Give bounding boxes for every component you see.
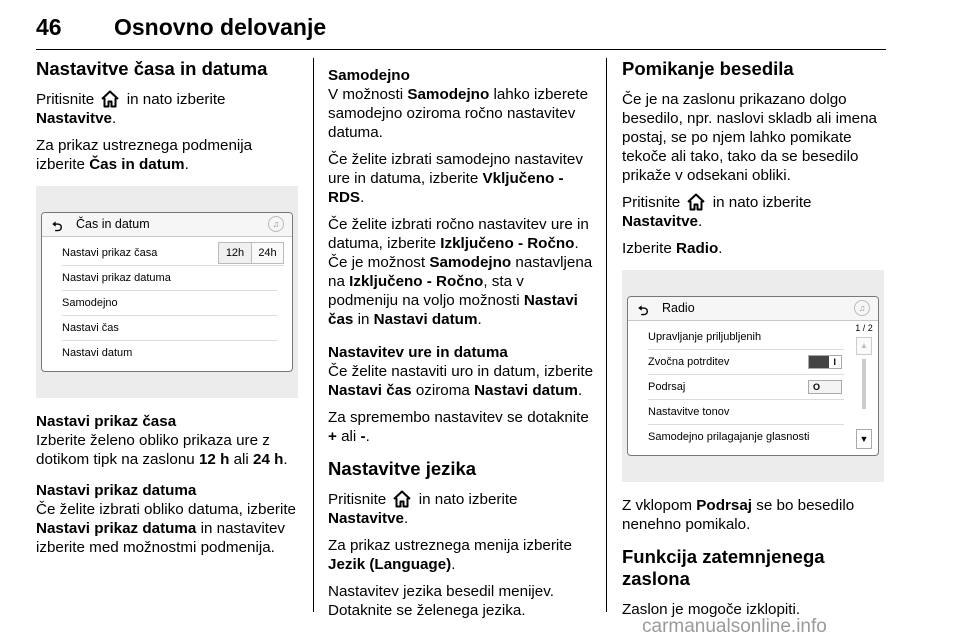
paragraph: Zaslon je mogoče izklopiti. bbox=[622, 601, 801, 618]
time-format-toggle[interactable] bbox=[218, 242, 284, 264]
paragraph: Pritisnite in nato izberite Nastavitve. bbox=[622, 194, 812, 230]
menu-row-set-time[interactable]: Nastavi čas bbox=[62, 316, 277, 341]
device-screen bbox=[41, 212, 293, 372]
music-note-icon[interactable]: ♫ bbox=[268, 216, 284, 232]
menu-row-auto[interactable]: Samodejno bbox=[62, 291, 277, 316]
paragraph: Če želite izbrati samodejno nastavitev ure in datuma, izberite Vključeno - RDS. bbox=[328, 151, 583, 206]
home-icon bbox=[686, 193, 706, 211]
scrollbar[interactable] bbox=[856, 325, 872, 449]
paragraph: Pritisnite in nato izberite Nastavitve. bbox=[36, 91, 226, 127]
paragraph: Izberite Radio. bbox=[622, 240, 723, 257]
paragraph: Za prikaz ustreznega podmenija izberite Čas in datum. bbox=[36, 137, 253, 173]
paragraph: Za prikaz ustreznega menija izberite Jezik (Language). bbox=[328, 537, 572, 573]
screen-title-bar bbox=[628, 297, 878, 321]
column-middle bbox=[328, 58, 594, 628]
section-heading-language: Nastavitve jezika bbox=[328, 458, 477, 479]
paragraph: Z vklopom Podrsaj se bo besedilo nenehno pomikalo. bbox=[622, 497, 855, 533]
watermark: carmanualsonline.info bbox=[642, 616, 827, 637]
screen-illustration-radio bbox=[622, 270, 884, 482]
menu-row-time-format[interactable]: Nastavi prikaz časa 12h 24h bbox=[62, 241, 284, 266]
subheading-auto: Samodejno bbox=[328, 67, 410, 84]
menu-row-auto-volume[interactable]: Samodejno prilagajanje glasnosti bbox=[648, 431, 810, 443]
menu-row-scroll-text[interactable]: Podrsaj O bbox=[648, 375, 844, 400]
section-heading-time-date: Nastavitve časa in datuma bbox=[36, 58, 268, 79]
button-12h[interactable]: 12h bbox=[219, 243, 251, 263]
menu-row-favourites[interactable]: Upravljanje priljubljenih bbox=[648, 325, 844, 350]
scroll-up-icon[interactable]: ▲ bbox=[856, 337, 872, 355]
paragraph: Za spremembo nastavitev se dotaknite + ali -. bbox=[328, 409, 589, 445]
toggle-scroll-text[interactable] bbox=[808, 380, 842, 394]
page-indicator: 1 / 2 bbox=[855, 323, 873, 333]
paragraph: Če želite nastaviti uro in datum, izberite Nastavi čas oziroma Nastavi datum. bbox=[328, 363, 594, 399]
toggle-off-label: O bbox=[813, 382, 821, 392]
screen-title: Čas in datum bbox=[76, 217, 150, 231]
screen-title-bar bbox=[42, 213, 292, 237]
menu-row-set-date[interactable]: Nastavi datum bbox=[62, 347, 133, 359]
column-divider bbox=[313, 58, 314, 612]
home-icon bbox=[392, 490, 412, 508]
button-24h[interactable]: 24h bbox=[251, 243, 283, 263]
screen-illustration-time-date bbox=[36, 186, 298, 398]
scroll-thumb[interactable] bbox=[862, 359, 866, 409]
home-icon bbox=[100, 90, 120, 108]
subheading-date-format: Nastavi prikaz datuma bbox=[36, 482, 197, 499]
subheading-set-time-date: Nastavitev ure in datuma bbox=[328, 344, 508, 361]
back-arrow-icon[interactable]: ⮌ bbox=[638, 303, 649, 318]
toggle-audio-confirm[interactable] bbox=[808, 355, 842, 369]
page-number: 46 bbox=[36, 14, 62, 40]
music-note-icon[interactable]: ♫ bbox=[854, 300, 870, 316]
scroll-down-icon[interactable]: ▼ bbox=[856, 429, 872, 449]
paragraph: Če želite izbrati ročno nastavitev ure in datuma, izberite Izključeno - Ročno. Če je možnost Samodejno nastavljena na Izključeno - Ročno, sta v podmeniju na voljo možnosti Nastavi čas in Nastavi datum. bbox=[328, 216, 593, 328]
toggle-fill bbox=[809, 356, 829, 368]
paragraph: Pritisnite in nato izberite Nastavitve. bbox=[328, 491, 518, 527]
paragraph: Izberite želeno obliko prikaza ure z dotikom tipk na zaslonu 12 h ali 24 h. bbox=[36, 432, 288, 468]
paragraph: Če je na zaslonu prikazano dolgo besedilo, npr. naslovi skladb ali imena postaj, se po njem lahko pomikate tekoče ali tako, tako da se besedilo prikaže v odsekani obliki. bbox=[622, 91, 877, 184]
menu-row-audio-confirm[interactable]: Zvočna potrditev I bbox=[648, 350, 844, 375]
column-left bbox=[36, 58, 298, 565]
column-right bbox=[622, 58, 888, 627]
paragraph: Če želite izbrati obliko datuma, izberite Nastavi prikaz datuma in nastavitev izberite med možnostmi podmenija. bbox=[36, 501, 296, 556]
toggle-on-label: I bbox=[833, 357, 836, 367]
section-heading-scrolling: Pomikanje besedila bbox=[622, 58, 794, 79]
paragraph: V možnosti Samodejno lahko izberete samodejno oziroma ročno nastavitev datuma. bbox=[328, 86, 589, 141]
screen-title: Radio bbox=[662, 301, 695, 315]
column-divider bbox=[606, 58, 607, 612]
page-header bbox=[36, 8, 886, 50]
page-title: Osnovno delovanje bbox=[114, 14, 327, 40]
menu-row-tone-settings[interactable]: Nastavitve tonov bbox=[648, 400, 844, 425]
section-heading-dim-screen: Funkcija zatemnjenega zaslona bbox=[622, 546, 825, 589]
subheading-time-format: Nastavi prikaz časa bbox=[36, 413, 177, 430]
paragraph: Nastavitev jezika besedil menijev. Dotaknite se želenega jezika. bbox=[328, 583, 554, 619]
back-arrow-icon[interactable]: ⮌ bbox=[52, 219, 63, 234]
menu-row-date-format[interactable]: Nastavi prikaz datuma bbox=[62, 266, 277, 291]
device-screen bbox=[627, 296, 879, 456]
